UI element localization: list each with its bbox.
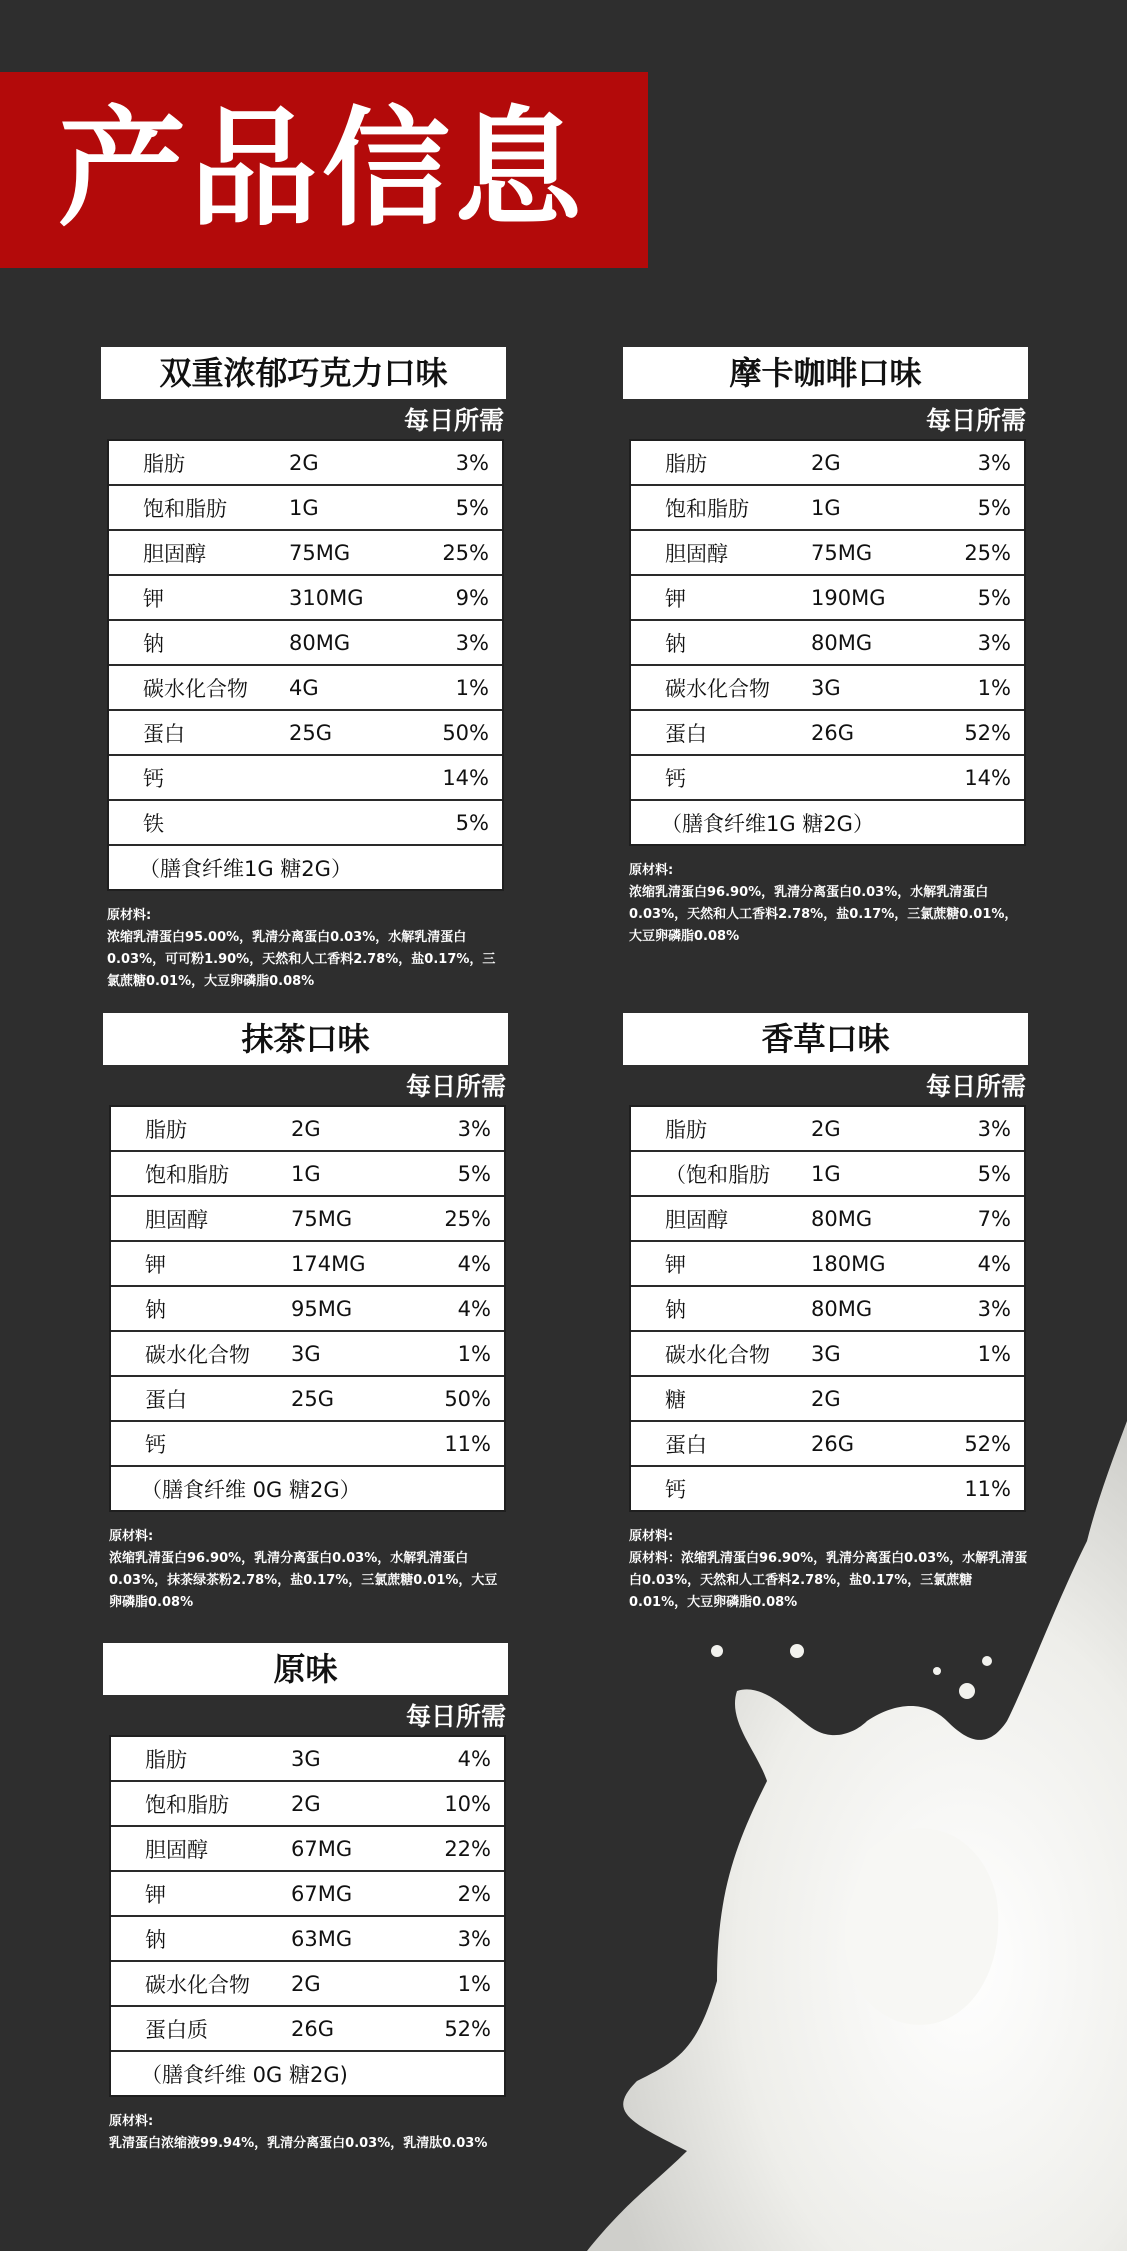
table-row: 钙 14% [109,756,502,801]
table-row: 钙 11% [111,1422,504,1467]
page-title: 产品信息 [58,95,587,244]
table-row: 蛋白质 26G 52% [111,2007,504,2052]
fiber-row: （膳食纤维1G 糖2G） [139,856,352,881]
table-row: 碳水化合物 2G 1% [111,1962,504,2007]
fiber-row: （膳食纤维 0G 糖2G） [141,1477,361,1502]
table-row: 胆固醇 75MG 25% [631,531,1024,576]
table-row: 碳水化合物 3G 1% [111,1332,504,1377]
table-row: 胆固醇 80MG 7% [631,1197,1024,1242]
fiber-row: （膳食纤维1G 糖2G） [661,811,874,836]
table-row: 饱和脂肪 2G 10% [111,1782,504,1827]
table-row: 饱和脂肪 1G 5% [631,486,1024,531]
nutrition-panel-mocha [623,347,1028,948]
table-row: 钙 11% [665,1476,1011,1502]
table-row: 铁 5% [109,801,502,846]
ingredients-text: 原材料: 乳清蛋白浓缩液99.94%，乳清分离蛋白0.03%，乳清肽0.03% [109,2114,488,2151]
table-row: 钙 14% [631,756,1024,801]
ingredients-text: 原材料: 浓缩乳清蛋白96.90%，乳清分离蛋白0.03%，水解乳清蛋白0.03%，天然和人工香料2.78%，盐0.17%，三氯蔗糖0.01%，大豆卵磷脂0.08% [629,863,1018,944]
nutrition-panel-vanilla [623,1013,1028,1614]
daily-value-label: 每日所需 [403,406,504,435]
daily-value-label: 每日所需 [405,1072,506,1101]
nutrition-panel-original [103,1643,508,2155]
table-row: 钾 310MG 9% [109,576,502,621]
panel-title: 原味 [103,1643,508,1695]
table-row: 钠 95MG 4% [111,1287,504,1332]
table-row: 钠 80MG 3% [109,621,502,666]
table-row: 碳水化合物 3G 1% [631,666,1024,711]
table-row: 脂肪 2G 3% [631,1107,1024,1152]
table-row: 饱和脂肪 1G 5% [109,486,502,531]
daily-value-label: 每日所需 [405,1702,506,1731]
table-row: 钾 67MG 2% [111,1872,504,1917]
table-row: 钠 80MG 3% [631,1287,1024,1332]
table-row: 脂肪 2G 3% [631,441,1024,486]
table-row: 碳水化合物 4G 1% [109,666,502,711]
nutrition-table [107,439,504,891]
panel-title: 抹茶口味 [103,1013,508,1065]
ingredients-text: 原材料: 浓缩乳清蛋白96.90%，乳清分离蛋白0.03%，水解乳清蛋白0.03%，抹茶绿茶粉2.78%，盐0.17%，三氯蔗糖0.01%，大豆卵磷脂0.08% [109,1529,498,1610]
panel-title: 双重浓郁巧克力口味 [101,347,506,399]
table-row: （饱和脂肪 1G 5% [631,1152,1024,1197]
nutrition-table [109,1105,506,1512]
table-row: 脂肪 3G 4% [111,1737,504,1782]
table-row: 蛋白 25G 50% [111,1377,504,1422]
table-row: 钠 63MG 3% [111,1917,504,1962]
daily-value-label: 每日所需 [925,1072,1026,1101]
table-row: 蛋白 26G 52% [631,711,1024,756]
nutrition-panel-chocolate [101,347,506,993]
table-row: 钾 180MG 4% [631,1242,1024,1287]
table-row: 饱和脂肪 1G 5% [111,1152,504,1197]
table-row: 糖 2G [631,1377,1024,1422]
nutrition-panel-matcha [103,1013,508,1614]
table-row: 胆固醇 75MG 25% [109,531,502,576]
table-row: 脂肪 2G 3% [111,1107,504,1152]
nutrition-table [629,439,1026,846]
nutrition-table [109,1735,506,2097]
table-row: 脂肪 2G 3% [109,441,502,486]
table-row: 蛋白 25G 50% [109,711,502,756]
table-row: 碳水化合物 3G 1% [631,1332,1024,1377]
panel-title: 摩卡咖啡口味 [623,347,1028,399]
table-row: 胆固醇 67MG 22% [111,1827,504,1872]
table-row: 钠 80MG 3% [631,621,1024,666]
daily-value-label: 每日所需 [925,406,1026,435]
table-row: 蛋白 26G 52% [631,1422,1024,1467]
table-row: 钾 190MG 5% [631,576,1024,621]
ingredients-text: 原材料: 原材料：浓缩乳清蛋白96.90%，乳清分离蛋白0.03%，水解乳清蛋白0.03%，天然和人工香料2.78%，盐0.17%，三氯蔗糖0.01%，大豆卵磷脂0.08% [629,1529,1028,1610]
ingredients-text: 原材料: 浓缩乳清蛋白95.00%，乳清分离蛋白0.03%，水解乳清蛋白0.03%，可可粉1.90%，天然和人工香料2.78%，盐0.17%，三氯蔗糖0.01%，大豆卵磷脂0.08% [107,908,496,989]
nutrition-table [629,1105,1026,1512]
table-row: 胆固醇 75MG 25% [111,1197,504,1242]
fiber-row: （膳食纤维 0G 糖2G) [141,2062,348,2087]
panel-title: 香草口味 [623,1013,1028,1065]
table-row: 钾 174MG 4% [111,1242,504,1287]
